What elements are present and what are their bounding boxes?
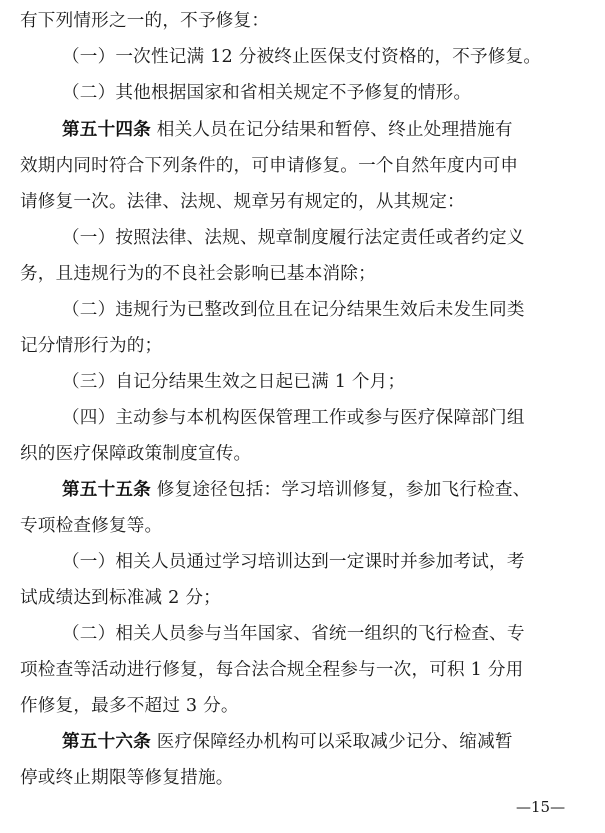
clause-item: （一）按照法律、法规、规章制度履行法定责任或者约定义 [62, 228, 525, 248]
clause-item: （二）相关人员参与当年国家、省统一组织的飞行检查、专 [62, 624, 525, 644]
article-paragraph: 第五十五条 修复途径包括：学习培训修复，参加飞行检查、 [62, 480, 531, 500]
clause-item: （二）其他根据国家和省相关规定不予修复的情形。 [62, 83, 472, 103]
article-number: 第五十五条 [62, 480, 151, 500]
text-line: 记分情形行为的； [20, 336, 163, 356]
text-line: 效期内同时符合下列条件的，可申请修复。一个自然年度内可申 [20, 156, 519, 176]
text-line: 项检查等活动进行修复，每合法合规全程参与一次，可积 1 分用 [20, 660, 524, 680]
article-number: 第五十四条 [62, 120, 151, 140]
text-line: 织的医疗保障政策制度宣传。 [20, 444, 252, 464]
article-paragraph: 第五十六条 医疗保障经办机构可以采取减少记分、缩减暂 [62, 732, 513, 752]
text-line: 试成绩达到标准减 2 分； [20, 588, 221, 608]
text-line: 务，且违规行为的不良社会影响已基本消除； [20, 264, 376, 284]
article-number: 第五十六条 [62, 732, 151, 752]
clause-item: （四）主动参与本机构医保管理工作或参与医疗保障部门组 [62, 408, 525, 428]
clause-item: （二）违规行为已整改到位且在记分结果生效后未发生同类 [62, 300, 525, 320]
text-line: 作修复，最多不超过 3 分。 [20, 696, 239, 716]
article-paragraph: 第五十四条 相关人员在记分结果和暂停、终止处理措施有 [62, 120, 513, 140]
text-line: 有下列情形之一的，不予修复： [20, 11, 270, 31]
text-line: 请修复一次。法律、法规、规章另有规定的，从其规定： [20, 192, 465, 212]
text-line: 停或终止期限等修复措施。 [20, 768, 234, 788]
text-line: 专项检查修复等。 [20, 516, 163, 536]
clause-item: （一）相关人员通过学习培训达到一定课时并参加考试，考 [62, 552, 525, 572]
clause-item: （三）自记分结果生效之日起已满 1 个月； [62, 372, 406, 392]
page-number: —15— [516, 798, 566, 816]
clause-item: （一）一次性记满 12 分被终止医保支付资格的，不予修复。 [62, 47, 542, 67]
